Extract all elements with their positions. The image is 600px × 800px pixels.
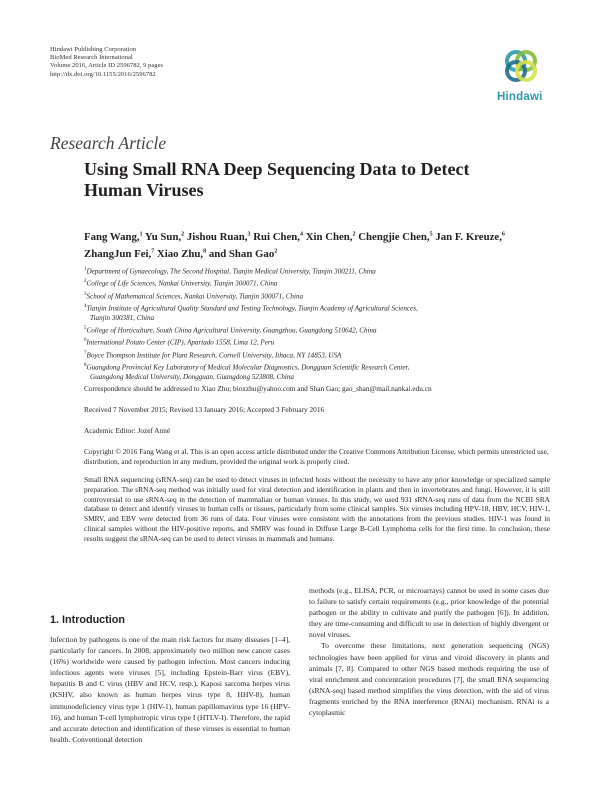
affiliation-marker: 2 [181, 231, 185, 237]
correspondence: Correspondence should be addressed to Xiao Zhu; bioxzhu@yahoo.com and Shan Gao; gao_shan@mail.nankai.edu.cn [84, 384, 432, 393]
paragraph: Infection by pathogens is one of the main risk factors for many diseases [1–4], particularly for cancers. In 2008, approximately two million new cancer cases (16%) worldwide were caused by pathogen infection. Most cancers inducing infectious agents were viruses [5], including Epstein-Barr virus (EBV), hepatitis B and C virus (HBV and HCV, resp.), Kaposi sarcoma herpes virus (KSHV, also known as human herpes virus type 8, HHV-8), human immunodeficiency virus type 1 (HIV-1), human papillomavirus type 16 (HPV-16), and human T-cell lymphotropic virus type I (HTLV-I). Therefore, the rapid and accurate detection and identification of these viruses is essential to human health. Conventional detection [50, 635, 290, 744]
affiliation-text-continued: Guangdong Medical University, Dongguan, Guangdong 523808, China [90, 373, 294, 382]
copyright-notice: Copyright © 2016 Fang Wang et al. This is an open access article distributed under the Creative Commons Attribution License, which permits unrestricted use, distribution, and reproduction in any medium, provided the original work is properly cited. [84, 447, 549, 466]
affiliation-item [84, 361, 554, 373]
affiliation-text: Boyce Thompson Institute for Plant Research, Cornell University, Ithaca, NY 14853, USA [86, 350, 342, 359]
author-name: Chengjie Chen,$^5$ [358, 230, 433, 243]
affiliation-marker: 1 [139, 231, 143, 237]
affiliation-marker: 6 [501, 231, 505, 237]
affiliation-text-continued: Tianjin 300381, China [90, 314, 155, 323]
affiliation-list [84, 265, 554, 383]
body-column-left [50, 634, 290, 745]
affiliation-text: College of Life Sciences, Nankai University, Tianjin 300071, China [86, 279, 278, 288]
section-heading-introduction: 1. Introduction [50, 614, 125, 626]
author-name: ZhangJun Fei,$^7$ [84, 248, 155, 261]
affiliation-marker: 3 [247, 231, 251, 237]
affiliation-item [84, 349, 554, 361]
affiliation-marker: 4 [300, 231, 303, 237]
affiliation-item [84, 302, 554, 314]
affiliation-number: 4 [84, 303, 87, 309]
affiliation-number: 8 [84, 362, 87, 368]
journal-header [50, 46, 163, 79]
paragraph: methods (e.g., ELISA, PCR, or microarrays) cannot be used in some cases due to failure to satisfy certain requirements (e.g., prior knowledge of the potential pathogen or the ability to cultivate and purify the pathogen [6]). In addition, they are time-consuming and difficult to use in detection of highly divergent or novel viruses. [309, 586, 549, 640]
affiliation-number: 3 [84, 291, 87, 297]
affiliation-marker: 5 [429, 231, 433, 237]
author-name: Rui Chen,$^4$ [253, 230, 303, 243]
received-dates: Received 7 November 2015; Revised 13 January 2016; Accepted 3 February 2016 [84, 405, 325, 414]
affiliation-number: 1 [84, 267, 87, 272]
affiliation-item [84, 277, 554, 289]
affiliation-marker: 7 [151, 248, 155, 255]
affiliation-marker: 2 [274, 248, 278, 255]
affiliation-item [84, 265, 554, 277]
affiliation-item [84, 324, 554, 336]
academic-editor: Academic Editor: Jozef Anné [84, 426, 171, 435]
author-name: Yu Sun,$^2$ [144, 230, 185, 243]
paragraph: To overcome these limitations, next generation sequencing (NGS) technologies have been applied for virus and viroid discovery in plants and animals [7, 8]. Compared to other NGS based methods requiring the use of viral enrichment and concentration procedures [7], the small RNA sequencing (sRNA-seq) based method simplifies the virus detection, with the aid of virus fragments enriched by the RNA interference (RNAi) mechanism. RNAi is a cytoplasmic [309, 641, 549, 718]
affiliation-text: Department of Gynaecology, The Second Hospital, Tianjin Medical University, Tianjin 300211, China [86, 267, 376, 276]
author-name: Xin Chen,$^2$ [305, 230, 356, 243]
author-name: Fang Wang,$^1$ [84, 230, 143, 243]
affiliation-number: 7 [84, 350, 87, 356]
author-name: and Shan Gao$^2$ [208, 248, 278, 261]
affiliation-item [84, 336, 554, 348]
affiliation-text: International Potato Center (CIP), Apartado 1558, Lima 12, Peru [86, 338, 275, 347]
volume-info: Volume 2016, Article ID 2596782, 9 pages [50, 62, 164, 70]
author-list [84, 227, 554, 262]
hindawi-logo-text: Hindawi [497, 91, 543, 103]
affiliation-text: School of Mathematical Sciences, Nankai University, Tianjin 300071, China [86, 291, 304, 300]
affiliation-marker: 2 [352, 231, 356, 237]
affiliation-text: Tianjin Institute of Agricultural Quality Standard and Testing Technology, Tianjin Academy of Agricultural Sciences, [86, 304, 418, 313]
publisher: Hindawi Publishing Corporation [50, 46, 137, 53]
affiliation-number: 5 [84, 325, 87, 331]
affiliation-text: College of Horticulture, South China Agricultural University, Guangzhou, Guangdong 510642, China [86, 326, 377, 335]
article-type: Research Article [50, 133, 167, 153]
affiliation-text: Guangdong Provincial Key Laboratory of Medical Molecular Diagnostics, Dongguan Scientific Research Center, [86, 363, 410, 372]
abstract: Small RNA sequencing (sRNA-seq) can be used to detect viruses in infected hosts without the necessity to have any prior knowledge or specialized sample preparation. The sRNA-seq method was initially used for viral detection and identification in plants and then in invertebrates and fungi. However, it is still controversial to use sRNA-seq in the detection of mammalian or human viruses. In this study, we used 931 sRNA-seq runs of data from the NCBI SRA database to detect and identify viruses in human cells or tissues, particularly from some clinical samples. Six viruses including HPV-18, HBV, HCV, HIV-1, SMRV, and EBV were detected from 36 runs of data. Four viruses were consistent with the annotations from the previous studies. HIV-1 was found in clinical samples without the HIV-positive reports, and SMRV was found in Diffuse Large B-Cell Lymphoma cells for the first time. In conclusion, these results suggest the sRNA-seq can be used to detect viruses in mammals and humans. [84, 475, 550, 543]
affiliation-item [84, 290, 554, 302]
paper-title: Using Small RNA Deep Sequencing Data to Detect Human Viruses [84, 159, 470, 200]
doi-link[interactable]: http://dx.doi.org/10.1155/2016/2596782 [50, 70, 156, 78]
affiliation-marker: 8 [203, 248, 207, 255]
journal-name: BioMed Research International [50, 54, 133, 62]
author-name: Jan F. Kreuze,$^6$ [435, 230, 505, 243]
body-column-right [309, 585, 549, 718]
affiliation-number: 2 [84, 279, 87, 285]
author-name: Xiao Zhu,$^8$ [156, 248, 207, 261]
affiliation-number: 6 [84, 338, 87, 344]
author-name: Jishou Ruan,$^3$ [186, 230, 251, 243]
